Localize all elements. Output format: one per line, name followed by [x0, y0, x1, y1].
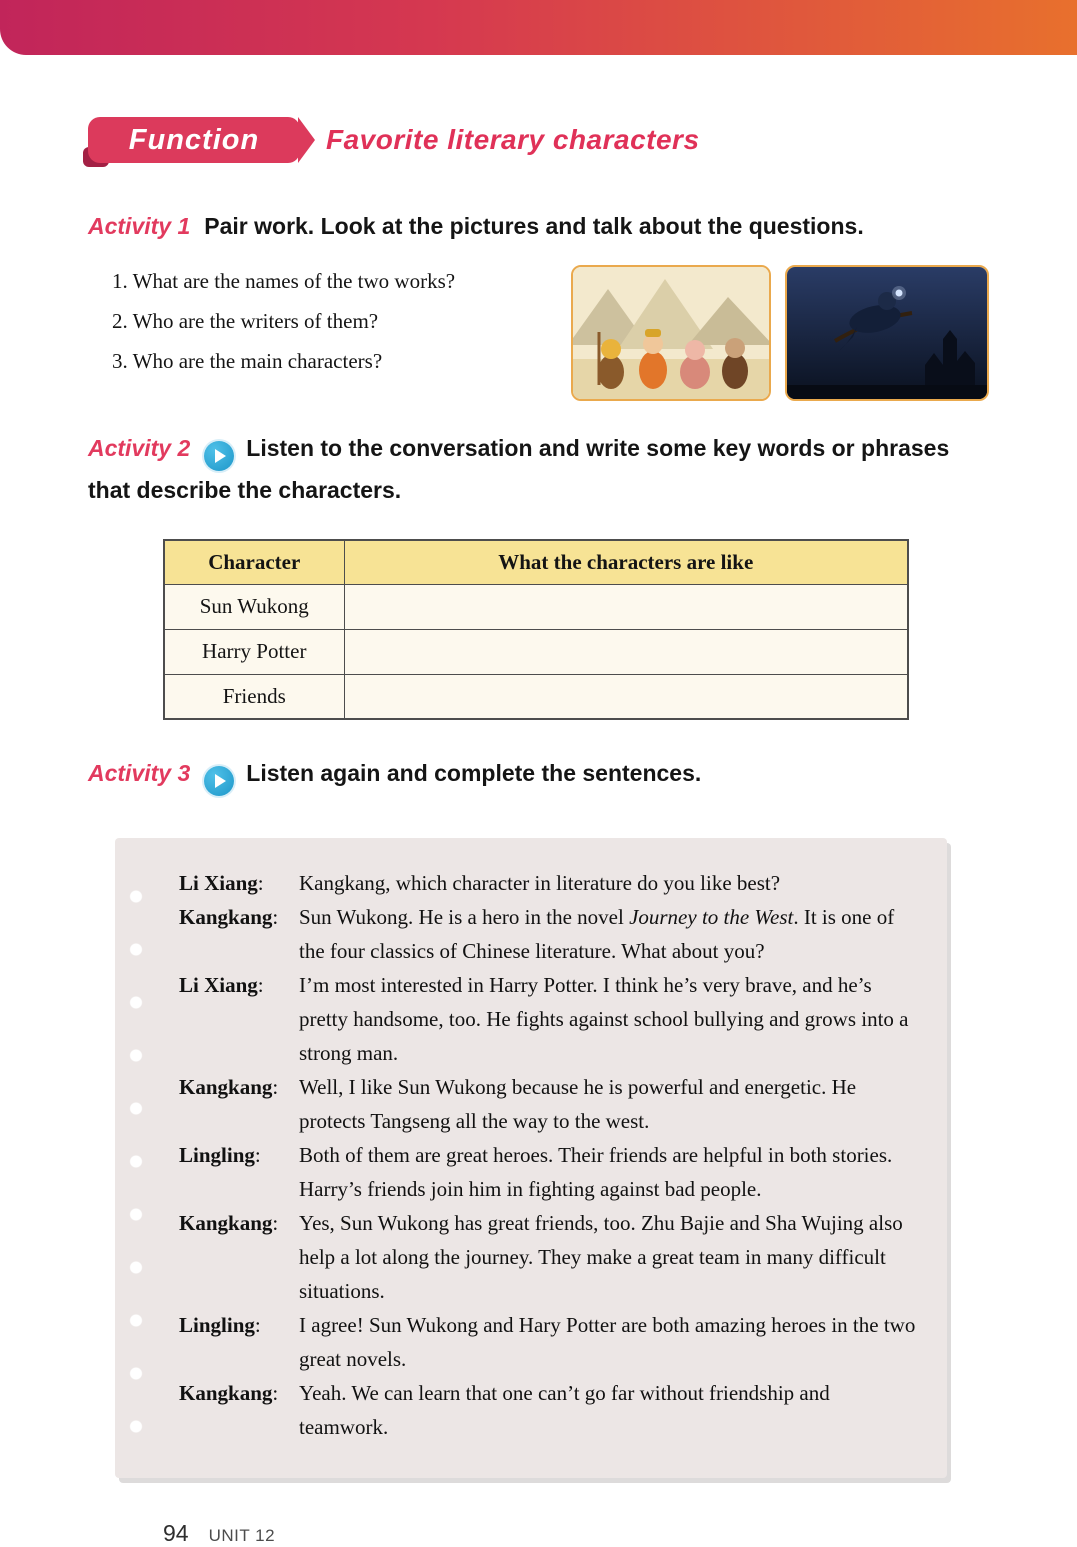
dialogue-panel	[115, 838, 947, 1478]
question-item: 1. What are the names of the two works?	[112, 269, 456, 293]
dialogue-text: I agree! Sun Wukong and Hary Potter are both amazing heroes in the two great novels.	[299, 1313, 916, 1371]
dialogue-text: Both of them are great heroes. Their friends are helpful in both stories. Harry’s friends join him in fighting against bad people.	[299, 1143, 893, 1201]
page-number: 94	[163, 1520, 189, 1546]
characters-table-wrap	[163, 539, 909, 720]
table-header-cell: Character	[164, 540, 344, 584]
dialogue-line	[179, 866, 917, 900]
dialogue-text: Well, I like Sun Wukong because he is powerful and energetic. He protects Tangseng all the way to the west.	[299, 1075, 857, 1133]
play-audio-icon[interactable]	[204, 441, 234, 471]
function-badge	[88, 117, 300, 163]
activity-3-label: Activity 3	[88, 760, 191, 786]
table-body	[164, 584, 908, 719]
page-title: Favorite literary characters	[326, 124, 700, 155]
dialogue-text: Sun Wukong. He is a hero in the novel Journey to the West. It is one of the four classics of Chinese literature. What about you?	[299, 905, 895, 963]
dialogue-text: Yes, Sun Wukong has great friends, too. Zhu Bajie and Sha Wujing also help a lot along the journey. They make a great team in many difficult situations.	[299, 1211, 903, 1303]
journey-to-the-west-picture	[571, 265, 771, 401]
character-cell: Friends	[164, 674, 344, 719]
dialogue-line	[179, 968, 917, 1070]
harry-potter-picture	[785, 265, 989, 401]
activity-1-instruction: Pair work. Look at the pictures and talk about the questions.	[204, 213, 864, 239]
dialogue-line	[179, 1376, 917, 1444]
table-header-cell: What the characters are like	[344, 540, 908, 584]
unit-label: UNIT 12	[208, 1526, 276, 1545]
description-cell[interactable]	[344, 674, 908, 719]
question-list	[88, 261, 571, 381]
dialogue-line	[179, 900, 917, 968]
section-header	[88, 117, 989, 163]
dialogue-list	[179, 866, 917, 1444]
activity-1-label: Activity 1	[88, 213, 191, 239]
dialogue-line	[179, 1070, 917, 1138]
table-row	[164, 674, 908, 719]
activity-3	[88, 754, 989, 1478]
characters-table	[163, 539, 909, 720]
question-item: 2. Who are the writers of them?	[112, 309, 379, 333]
activity-1-heading	[88, 207, 989, 245]
character-cell: Harry Potter	[164, 629, 344, 674]
table-row	[164, 584, 908, 629]
speaker-name: Li Xiang:	[179, 871, 264, 895]
speaker-name: Kangkang:	[179, 1381, 279, 1405]
speaker-name: Li Xiang:	[179, 973, 264, 997]
activity-3-heading	[88, 754, 989, 796]
table-header-row	[164, 540, 908, 584]
speaker-name: Kangkang:	[179, 1075, 279, 1099]
description-cell[interactable]	[344, 629, 908, 674]
activity-2-instruction: Listen to the conversation and write some key words or phrases that describe the characters.	[88, 435, 950, 503]
activity-1	[88, 207, 989, 401]
speaker-name: Lingling:	[179, 1313, 261, 1337]
activity-2	[88, 429, 989, 720]
page-footer	[88, 1520, 989, 1547]
speaker-name: Kangkang:	[179, 1211, 279, 1235]
table-row	[164, 629, 908, 674]
dialogue-line	[179, 1138, 917, 1206]
top-gradient-bar	[0, 0, 1077, 55]
activity-3-instruction: Listen again and complete the sentences.	[246, 760, 702, 786]
play-audio-icon[interactable]	[204, 766, 234, 796]
question-item: 3. Who are the main characters?	[112, 349, 383, 373]
function-badge-label: Function	[128, 123, 260, 156]
activity-2-heading	[88, 429, 989, 509]
dialogue-text: I’m most interested in Harry Potter. I think he’s very brave, and he’s pretty handsome, too. He fights against school bullying and grows into a strong man.	[299, 973, 909, 1065]
speaker-name: Lingling:	[179, 1143, 261, 1167]
speaker-name: Kangkang:	[179, 905, 279, 929]
activity-2-label: Activity 2	[88, 435, 191, 461]
description-cell[interactable]	[344, 584, 908, 629]
dialogue-text: Kangkang, which character in literature do you like best?	[299, 871, 781, 895]
page-content	[0, 117, 1077, 1547]
dialogue-text: Yeah. We can learn that one can’t go far without friendship and teamwork.	[299, 1381, 830, 1439]
dialogue-line	[179, 1206, 917, 1308]
picture-group	[571, 265, 989, 401]
character-cell: Sun Wukong	[164, 584, 344, 629]
dialogue-line	[179, 1308, 917, 1376]
